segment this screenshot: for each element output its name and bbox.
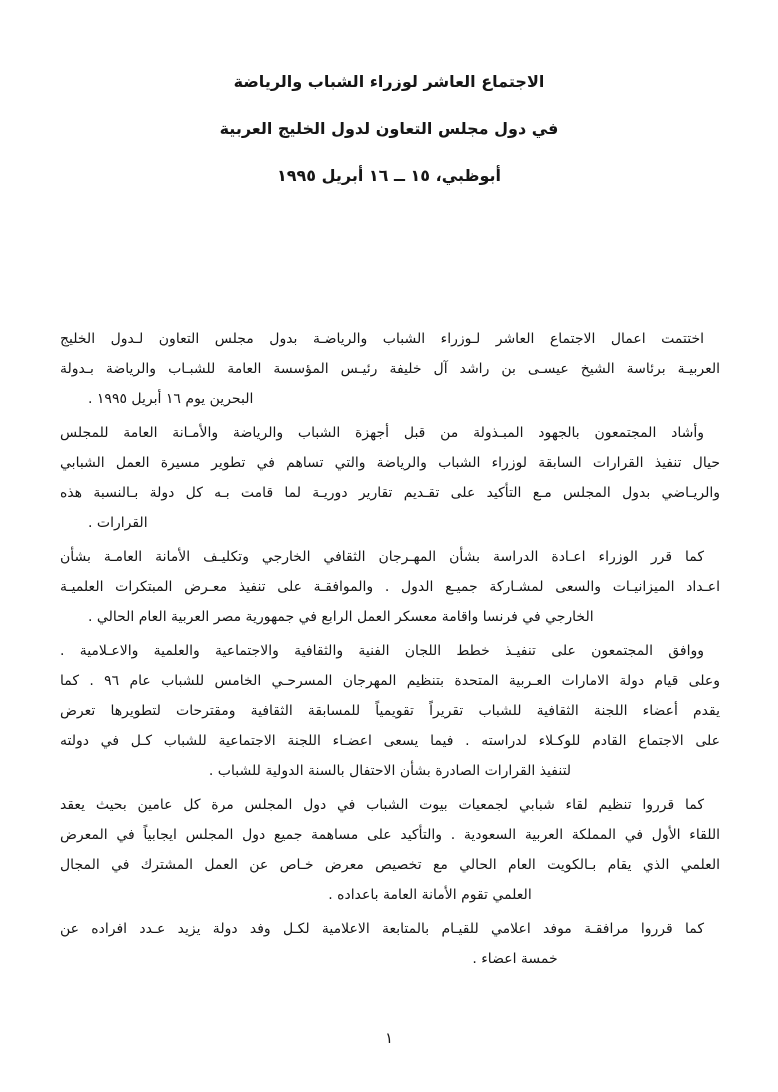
page-footer <box>0 1028 778 1048</box>
paragraph-line: خمسة اعضاء . <box>472 951 558 967</box>
paragraph-line: العلمي الذي يقام بـالكويت العام الحالي مع تخصيص معرض خـاص عن العمل المشترك في المجال <box>60 857 720 873</box>
paragraph <box>60 636 720 786</box>
page-number: ١ <box>384 1029 394 1047</box>
document-header <box>0 72 778 213</box>
document-body <box>60 324 720 978</box>
paragraph-line: اعـداد الميزانيـات والسعى لمشـاركة جميـع الدول . والموافقـة على تنفيذ معـرض المبتكرات العلميـة <box>60 579 720 595</box>
paragraph <box>60 914 720 974</box>
document-title-line-3: أبوظبي، ١٥ ــ ١٦ أبريل ١٩٩٥ <box>276 166 502 185</box>
paragraph-line: البحرين يوم ١٦ أبريل ١٩٩٥ . <box>88 391 254 407</box>
paragraph-line: كما قرروا مرافقـة موفد اعلامي للقيـام بالمتابعة الاعلامية لكـل وفد دولة يزيد عـدد افراده عن <box>60 921 704 937</box>
paragraph-line: كما قرر الوزراء اعـادة الدراسة بشأن المهـرجان الثقافي الخارجي وتكليـف الأمانة العامـة بشأن <box>60 549 704 565</box>
document-title-line-1: الاجتماع العاشر لوزراء الشباب والرياضة <box>233 72 545 91</box>
paragraph-line: لتنفيذ القرارات الصادرة بشأن الاحتفال بالسنة الدولية للشباب . <box>208 763 572 779</box>
paragraph-line: العربيـة برئاسة الشيخ عيسـى بن راشد آل خليفة رئيـس المؤسسة العامة للشبـاب والرياضة بـدولة <box>60 361 720 377</box>
paragraph <box>60 790 720 910</box>
paragraph-line: القرارات . <box>88 515 148 531</box>
paragraph-line: العلمي تقوم الأمانة العامة باعداده . <box>328 887 532 903</box>
paragraph-line: يقدم أعضاء اللجنة الثقافية للشباب تقريراً تقويمياً للمسابقة الثقافية ومقترحات لتطويرها تعرض <box>60 703 720 719</box>
paragraph <box>60 324 720 414</box>
paragraph-line: وعلى قيام دولة الامارات العـربية المتحدة بتنظيم المهرجان المسرحـي الخامس للشباب عام ٩٦ . كما <box>60 673 720 689</box>
paragraph-line: على الاجتماع القادم للوكـلاء لدراسته . فيما يسعى اعضـاء اللجنة الاجتماعية للشباب كـل في دولته <box>60 733 720 749</box>
paragraph-line: ووافق المجتمعون على تنفيـذ خطط اللجان الفنية والثقافية والاجتماعية والعلمية والاعـلامية . <box>60 643 704 659</box>
paragraph <box>60 542 720 632</box>
paragraph-line: الخارجي في فرنسا واقامة معسكر العمل الرابع في جمهورية مصر العربية العام الحالي . <box>88 609 594 625</box>
document-title-line-2: في دول مجلس التعاون لدول الخليج العربية <box>219 119 559 138</box>
paragraph-line: اختتمت اعمال الاجتماع العاشر لـوزراء الشباب والرياضـة بدول مجلس التعاون لـدول الخليج <box>60 331 704 347</box>
paragraph-line: حيال تنفيذ القرارات السابقة لوزراء الشباب والرياضة والتي تساهم في تطوير مسيرة العمل الشبابي <box>60 455 720 471</box>
paragraph <box>60 418 720 538</box>
paragraph-line: وأشاد المجتمعون بالجهود المبـذولة من قبل أجهزة الشباب والرياضة والأمـانة العامة للمجلس <box>60 425 704 441</box>
paragraph-line: والريـاضي بدول المجلس مـع التأكيد على تقـديم تقارير دوريـة لما قامت بـه كل دولة بـالنسبة هذه <box>60 485 720 501</box>
paragraph-line: اللقاء الأول في المملكة العربية السعودية . والتأكيد على مساهمة جميع دول المجلس ايجابياً في المعرض <box>60 827 720 843</box>
paragraph-line: كما قرروا تنظيم لقاء شبابي لجمعيات بيوت الشباب في دول المجلس مرة كل عامين بحيث يعقد <box>60 797 704 813</box>
